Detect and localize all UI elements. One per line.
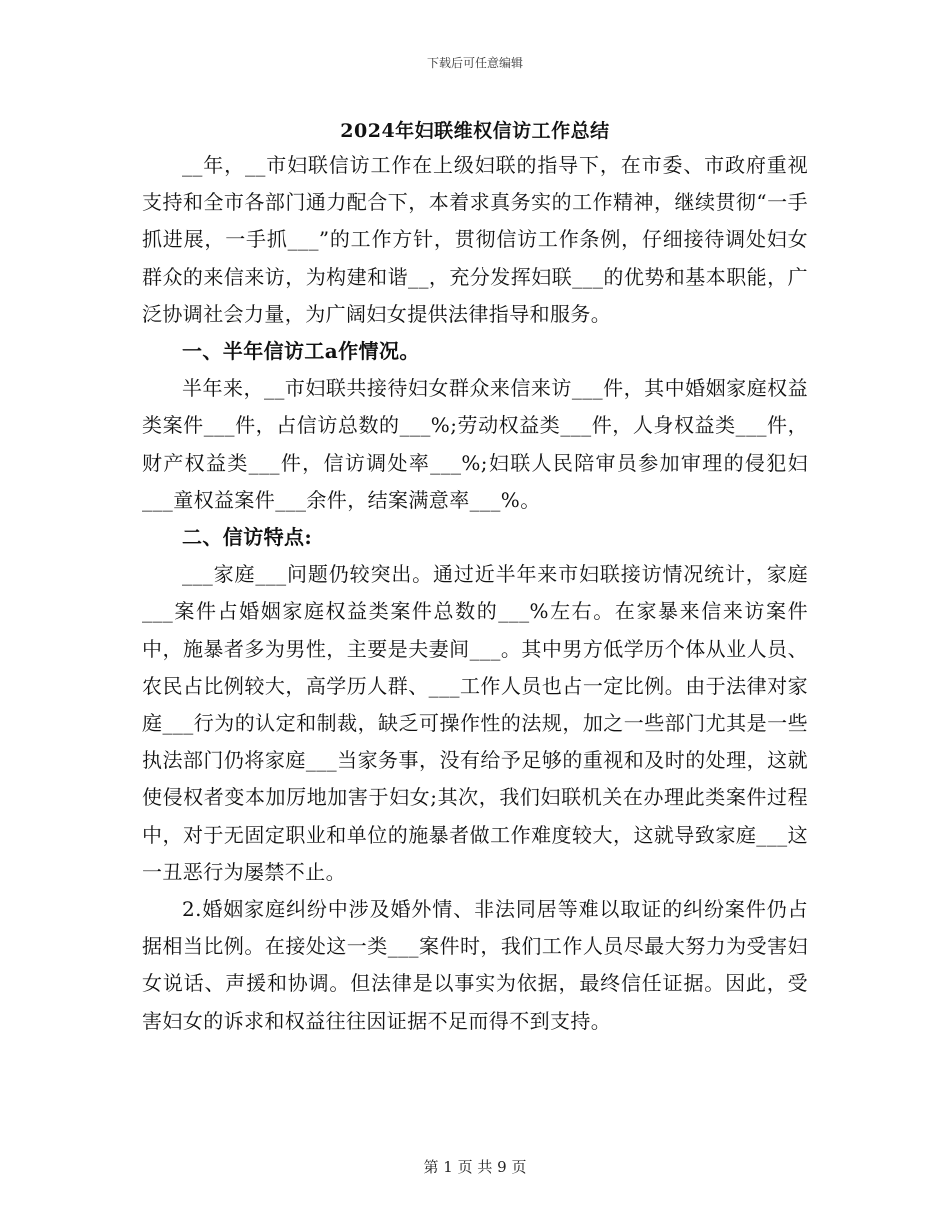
section-2-point-1: ___家庭___问题仍较突出。通过近半年来市妇联接访情况统计，家庭___案件占婚姻家庭权益类案件总数的___%左右。在家暴来信来访案件中，施暴者多为男性，主要是夫妻间___。其中男方低学历个体从业人员、农民占比例较大，高学历人群、___工作人员也占一定比例。由于法律对家庭___行为的认定和制裁，缺乏可操作性的法规，加之一些部门尤其是一些执法部门仍将家庭___当家务事，没有给予足够的重视和及时的处理，这就使侵权者变本加厉地加害于妇女;其次，我们妇联机关在办理此类案件过程中，对于无固定职业和单位的施暴者做工作难度较大，这就导致家庭___这一丑恶行为屡禁不止。 bbox=[142, 562, 808, 884]
section-1-paragraph: 半年来，__市妇联共接待妇女群众来信来访___件，其中婚姻家庭权益类案件___件，占信访总数的___%;劳动权益类___件，人身权益类___件，财产权益类___件，信访调处率___%;妇联人民陪审员参加审理的侵犯妇___童权益案件___余件，结案满意率___%。 bbox=[142, 376, 808, 512]
page-number: 第 1 页 共 9 页 bbox=[423, 1158, 527, 1176]
document-body bbox=[142, 147, 808, 1040]
document-title: 2024年妇联维权信访工作总结 bbox=[340, 120, 610, 142]
download-note: 下载后可任意编辑 bbox=[426, 56, 523, 70]
section-2-point-2: 2.婚姻家庭纠纷中涉及婚外情、非法同居等难以取证的纠纷案件仍占据相当比例。在接处这一类___案件时，我们工作人员尽最大努力为受害妇女说话、声援和协调。但法律是以事实为依据，最终信任证据。因此，受害妇女的诉求和权益往往因证据不足而得不到支持。 bbox=[142, 897, 808, 1033]
section-1-heading: 一、半年信访工a作情况。 bbox=[182, 339, 420, 364]
section-2-heading: 二、信访特点: bbox=[182, 525, 313, 550]
intro-paragraph: __年，__市妇联信访工作在上级妇联的指导下，在市委、市政府重视支持和全市各部门通力配合下，本着求真务实的工作精神，继续贯彻“一手抓进展，一手抓___”的工作方针，贯彻信访工作条例，仔细接待调处妇女群众的来信来访，为构建和谐__，充分发挥妇联___的优势和基本职能，广泛协调社会力量，为广阔妇女提供法律指导和服务。 bbox=[142, 153, 808, 326]
